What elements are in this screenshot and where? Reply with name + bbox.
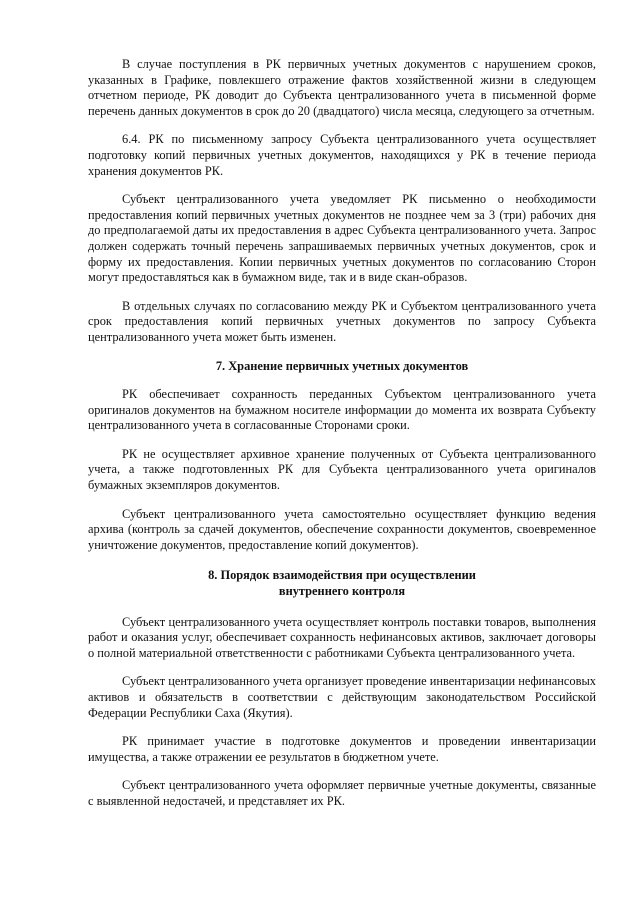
paragraph-6-4-copies: 6.4. РК по письменному запросу Субъекта централизованного учета осуществляет подготовку копий первичных учетных документов, находящихся у РК в течение периода хранения документов РК. [88, 132, 596, 178]
paragraph-originals-safekeeping: РК обеспечивает сохранность переданных Субъектом централизованного учета оригиналов документов на бумажном носителе информации до момента их возврата Субъекту централизованного учета в согласованные Сторонами сроки. [88, 387, 596, 433]
paragraph-copy-request-notice: Субъект централизованного учета уведомляет РК письменно о необходимости предоставления копий первичных учетных документов не позднее чем за 3 (три) рабочих дня до предполагаемой даты их предоставления в адрес Субъекта централизованного учета. Запрос должен содержать точный перечень запрашиваемых первичных учетных документов, срок и форму их предоставления. Копии первичных учетных документов по согласованию Сторон могут предоставляться как в бумажном виде, так и в виде скан-образов. [88, 192, 596, 285]
paragraph-deadline-change: В отдельных случаях по согласованию между РК и Субъектом централизованного учета срок предоставления копий первичных учетных документов по запросу Субъекта централизованного учета может быть изменен. [88, 298, 596, 344]
paragraph-shortage-documents: Субъект централизованного учета оформляет первичные учетные документы, связанные с выявленной недостачей, и представляет их РК. [88, 778, 596, 808]
paragraph-archive-function: Субъект централизованного учета самостоятельно осуществляет функцию ведения архива (контроль за сдачей документов, обеспечение сохранности документов, своевременное уничтожение документов, предоставление копий документов). [88, 506, 596, 552]
section-8-heading [88, 568, 596, 599]
section-8-heading-line2: внутреннего контроля [278, 584, 406, 599]
section-7-heading: 7. Хранение первичных учетных документов [215, 358, 469, 373]
paragraph-no-archive-storage: РК не осуществляет архивное хранение полученных от Субъекта централизованного учета, а также подготовленных РК для Субъекта централизованного учета оригиналов бумажных экземпляров документов. [88, 446, 596, 493]
paragraph-late-documents: В случае поступления в РК первичных учетных документов с нарушением сроков, указанных в Графике, повлекшего отражение фактов хозяйственной жизни в следующем отчетном периоде, РК доводит до Субъекта централизованного учета в письменной форме перечень данных документов в срок до 20 (двадцатого) числа месяца, следующего за отчетным. [88, 57, 596, 118]
paragraph-supply-control: Субъект централизованного учета осуществляет контроль поставки товаров, выполнения работ и оказания услуг, обеспечивает сохранность нефинансовых активов, заключает договоры о полной материальной ответственности с работниками Субъекта централизованного учета. [88, 614, 596, 660]
paragraph-inventory-organization: Субъект централизованного учета организует проведение инвентаризации нефинансовых активов и обязательств в соответствии с действующим законодательством Российской Федерации Республики Саха (Якутия). [88, 674, 596, 720]
paragraph-inventory-participation: РК принимает участие в подготовке документов и проведении инвентаризации имущества, а также отражении ее результатов в бюджетном учете. [88, 734, 596, 764]
document-page [88, 57, 596, 810]
section-8-heading-line1: 8. Порядок взаимодействия при осуществлении [208, 568, 476, 583]
